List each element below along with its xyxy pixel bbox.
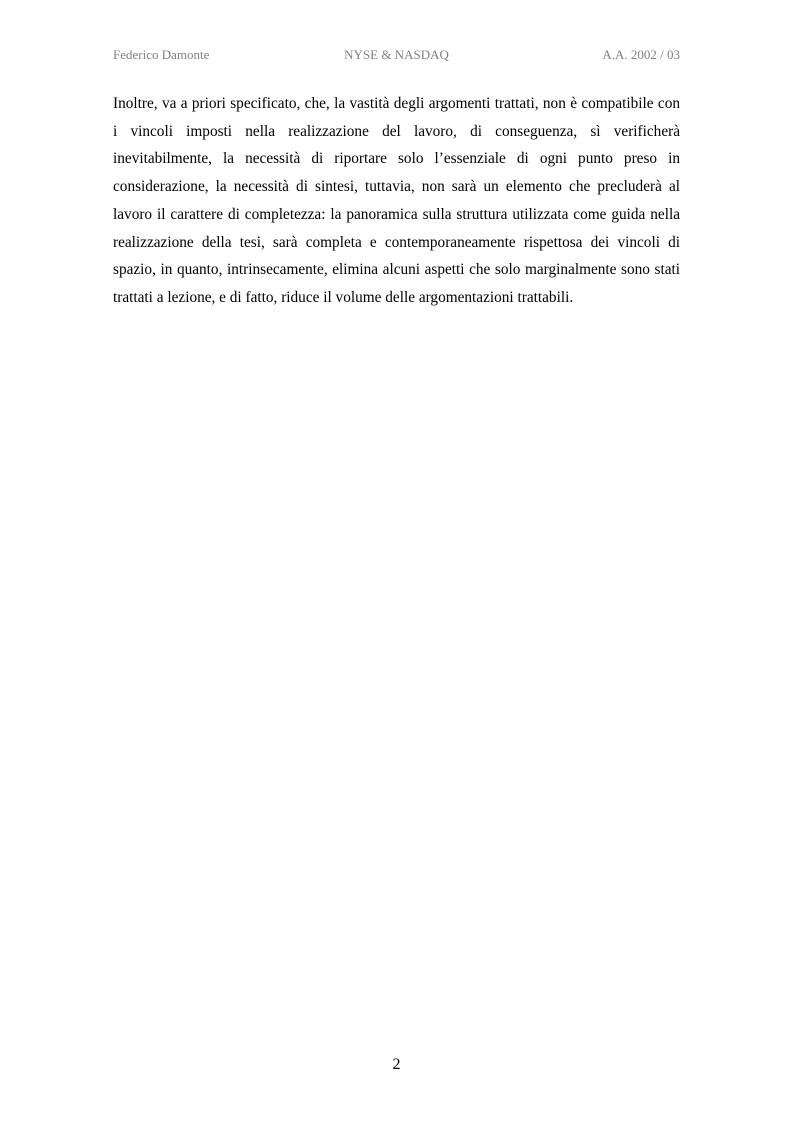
header-academic-year: A.A. 2002 / 03: [602, 47, 680, 62]
body-paragraph: Inoltre, va a priori specificato, che, la vastità degli argomenti trattati, non è compatibile con i vincoli imposti nella realizzazione del lavoro, di conseguenza, sì verificherà inevitabilmente, la necessità di riportare solo l’essenziale di ogni punto preso in considerazione, la necessità di sintesi, tuttavia, non sarà un elemento che precluderà al lavoro il carattere di completezza: la panoramica sulla struttura utilizzata come guida nella realizzazione della tesi, sarà completa e contemporaneamente rispettosa dei vincoli di spazio, in quanto, intrinsecamente, elimina alcuni aspetti che solo marginalmente sono stati trattati a lezione, e di fatto, riduce il volume delle argomentazioni trattabili.: [113, 95, 680, 306]
header-title: NYSE & NASDAQ: [344, 47, 449, 62]
page-number: 2: [392, 1056, 401, 1073]
page-header: [113, 47, 680, 65]
header-author: Federico Damonte: [113, 47, 210, 62]
